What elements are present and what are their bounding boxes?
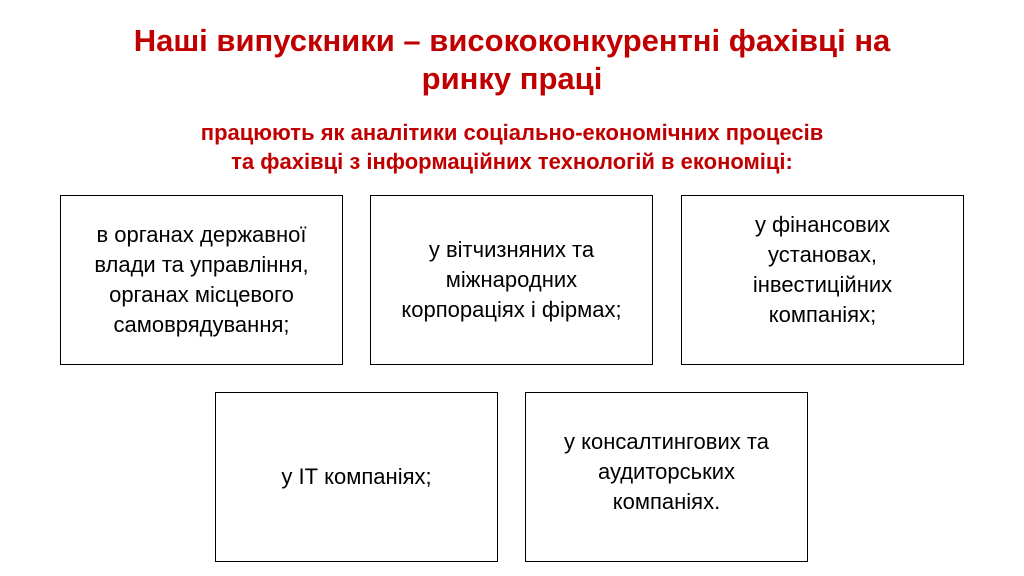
workplace-box-government <box>60 195 343 365</box>
slide-title-line-1: Наші випускники – висококонкурентні фахівці на <box>133 23 891 58</box>
box-text-line: в органах державної <box>96 222 307 247</box>
box-text-line: самоврядування; <box>113 312 290 337</box>
slide-subtitle <box>0 118 1024 176</box>
box-text-line: у консалтингових та <box>564 429 769 454</box>
box-text-line: інвестиційних <box>752 272 893 297</box>
box-text-line: міжнародних <box>445 267 578 292</box>
slide-subtitle-line-2: та фахівці з інформаційних технологій в економіці: <box>231 149 793 174</box>
workplace-box-corporations <box>370 195 653 365</box>
workplace-box-financial <box>681 195 964 365</box>
box-text-line: у ІТ компаніях; <box>281 464 432 489</box>
box-text-line: у фінансових <box>754 212 891 237</box>
slide-title <box>0 22 1024 98</box>
slide-title-line-2: ринку праці <box>421 61 603 96</box>
box-text-line: органах місцевого <box>109 282 294 307</box>
slide-subtitle-line-1: працюють як аналітики соціально-економічних процесів <box>200 120 824 145</box>
box-text-line: влади та управління, <box>94 252 309 277</box>
box-text-line: у вітчизняних та <box>428 237 595 262</box>
box-text-line: компаніях. <box>612 489 721 514</box>
box-text-line: компаніях; <box>768 302 877 327</box>
workplace-box-it <box>215 392 498 562</box>
box-text-line: аудиторських <box>597 459 736 484</box>
box-text-line: корпораціях і фірмах; <box>401 297 622 322</box>
workplace-box-consulting <box>525 392 808 562</box>
box-text-line: установах, <box>767 242 877 267</box>
